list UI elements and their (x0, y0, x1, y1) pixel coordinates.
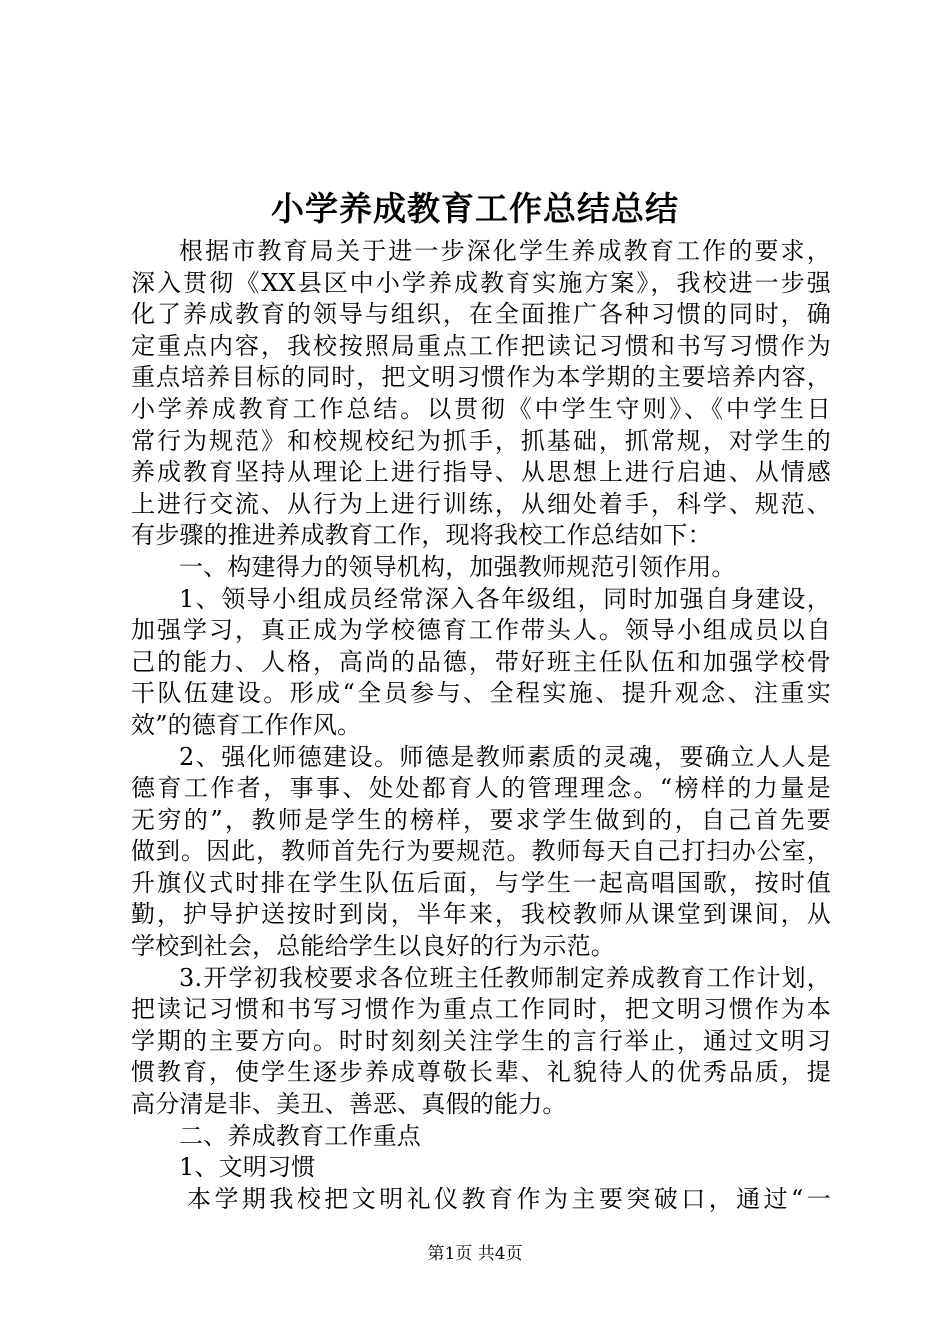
text-line: 根据市教育局关于进一步深化学生养成教育工作的要求， (179, 237, 831, 265)
text-line: 本学期我校把文明礼仪教育作为主要突破口，通过“一 (187, 1184, 831, 1213)
text-line: 重点培养目标的同时，把文明习惯作为本学期的主要培养内容， (131, 363, 831, 392)
text-line: 德育工作者，事事、处处都育人的管理理念。“榜样的力量是 (131, 774, 831, 803)
text-line: 定重点内容，我校按照局重点工作把读记习惯和书写习惯作为 (131, 331, 831, 360)
text-line: 效”的德育工作作风。 (131, 710, 362, 739)
text-line: 做到。因此，教师首先行为要规范。教师每天自己打扫办公室， (131, 837, 831, 866)
document-body (131, 236, 831, 1215)
text-line: 干队伍建设。形成“全员参与、全程实施、提升观念、注重实 (131, 679, 831, 708)
text-line: 学校到社会，总能给学生以良好的行为示范。 (131, 932, 615, 961)
text-line: 1、领导小组成员经常深入各年级组，同时加强自身建设， (179, 584, 831, 613)
page-footer: 第1页 共4页 (427, 1244, 523, 1264)
text-line: 无穷的”，教师是学生的榜样，要求学生做到的，自己首先要 (131, 805, 831, 834)
text-line: 有步骤的推进养成教育工作，现将我校工作总结如下： (131, 521, 712, 550)
text-line: 加强学习，真正成为学校德育工作带头人。领导小组成员以自 (131, 616, 831, 645)
text-line: 惯教育，使学生逐步养成尊敬长辈、礼貌待人的优秀品质，提 (131, 1058, 831, 1087)
text-line: 高分清是非、美丑、善恶、真假的能力。 (131, 1090, 567, 1119)
text-line: 3.开学初我校要求各位班主任教师制定养成教育工作计划， (179, 963, 831, 992)
text-line: 常行为规范》和校规校纪为抓手，抓基础，抓常规，对学生的 (131, 426, 831, 455)
text-line: 2、强化师德建设。师德是教师素质的灵魂，要确立人人是 (179, 742, 831, 771)
text-line: 化了养成教育的领导与组织，在全面推广各种习惯的同时，确 (131, 300, 831, 329)
text-line: 养成教育坚持从理论上进行指导、从思想上进行启迪、从情感 (131, 458, 831, 487)
text-line: 把读记习惯和书写习惯作为重点工作同时，把文明习惯作为本 (131, 995, 831, 1024)
text-line: 二、养成教育工作重点 (179, 1121, 421, 1150)
text-line: 升旗仪式时排在学生队伍后面，与学生一起高唱国歌，按时值 (131, 868, 831, 897)
text-line: 勤，护导护送按时到岗，半年来，我校教师从课堂到课间，从 (131, 900, 831, 929)
document-title: 小学养成教育工作总结总结 (271, 189, 679, 228)
text-line: 深入贯彻《XX县区中小学养成教育实施方案》，我校进一步强 (131, 268, 831, 297)
text-line: 小学养成教育工作总结。以贯彻《中学生守则》、《中学生日 (131, 394, 831, 423)
text-line: 1、文明习惯 (179, 1153, 316, 1182)
text-line: 上进行交流、从行为上进行训练，从细处着手，科学、规范、 (131, 489, 831, 518)
text-line: 一、构建得力的领导机构，加强教师规范引领作用。 (179, 552, 736, 581)
text-line: 学期的主要方向。时时刻刻关注学生的言行举止，通过文明习 (131, 1026, 831, 1055)
text-line: 己的能力、人格，高尚的品德，带好班主任队伍和加强学校骨 (131, 647, 831, 676)
